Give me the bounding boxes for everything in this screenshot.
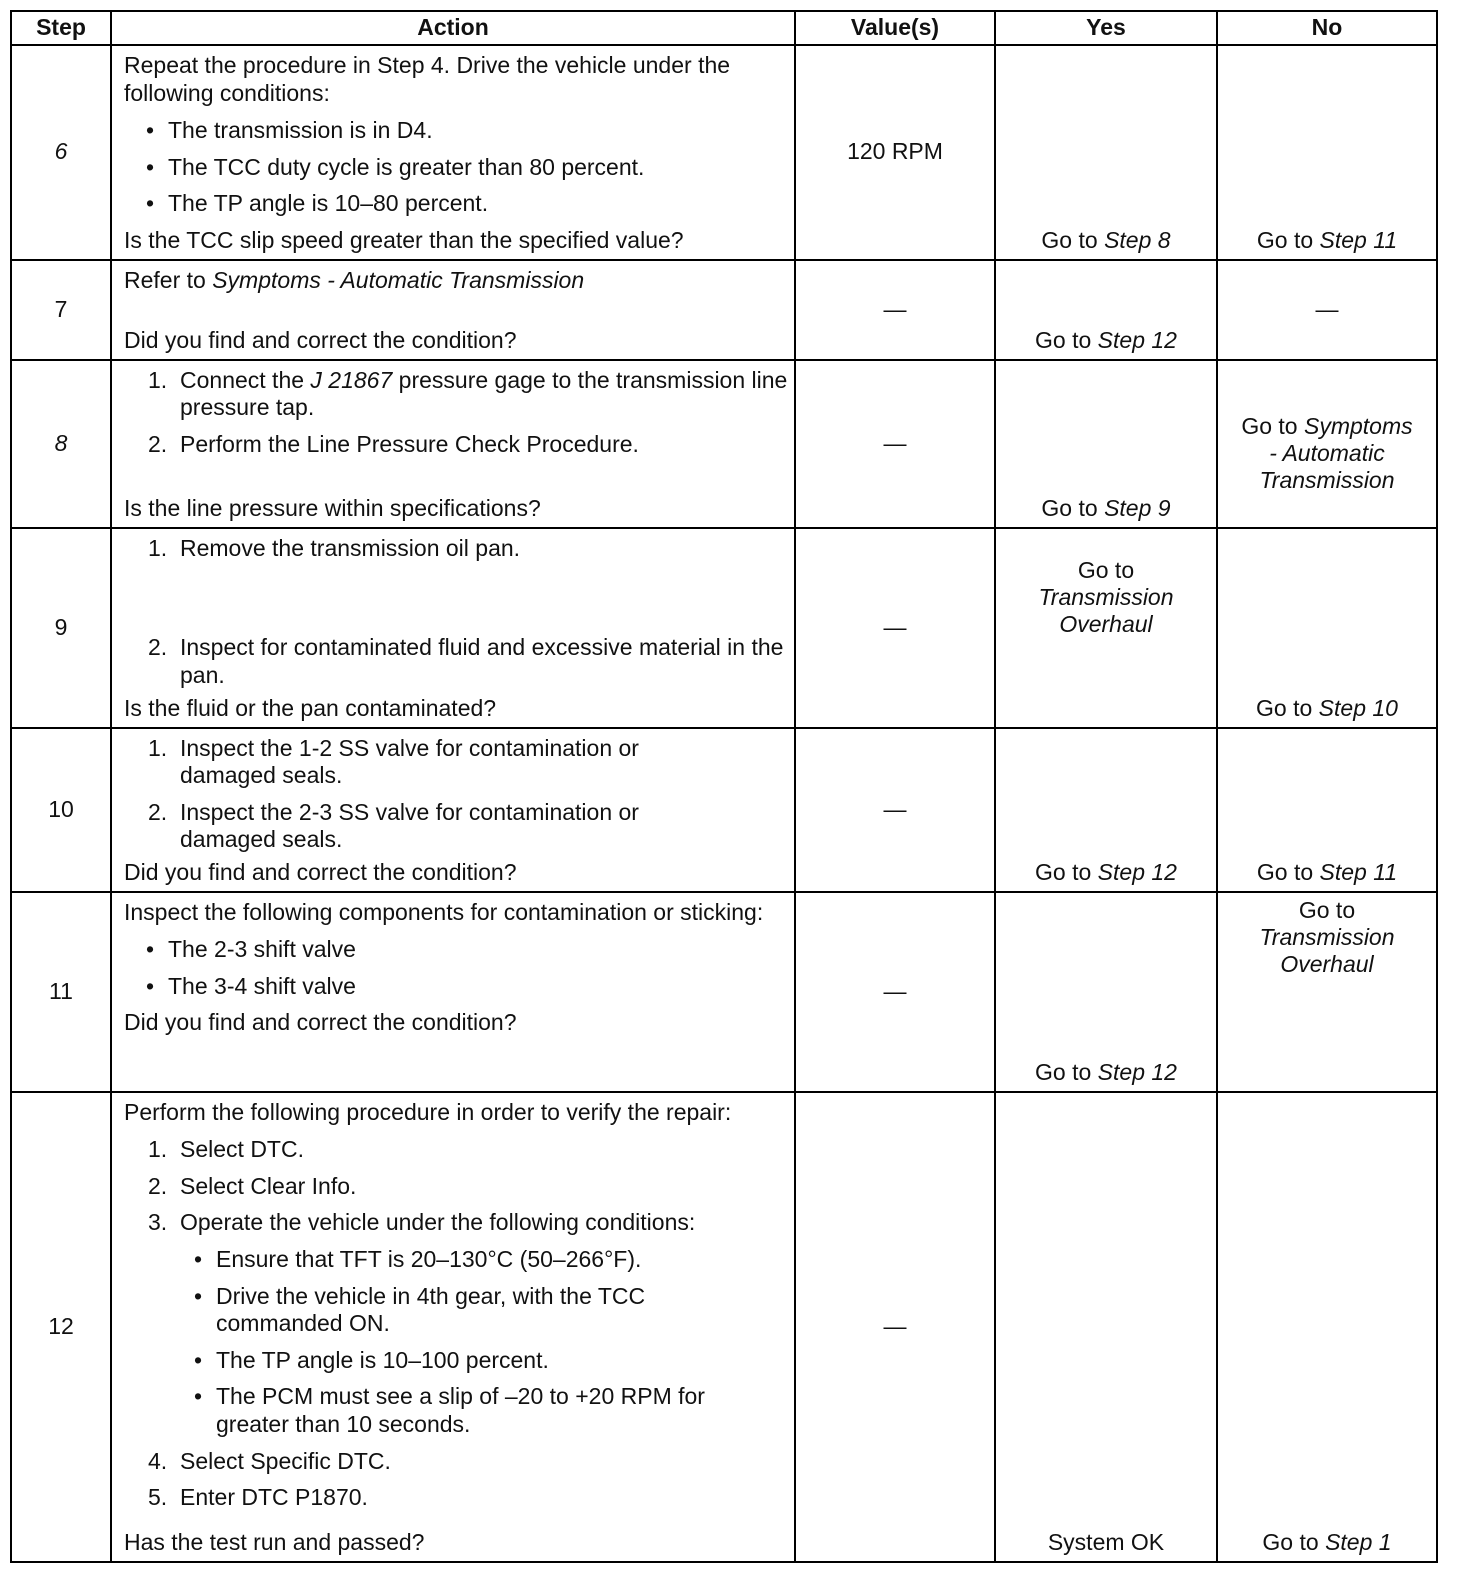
table-row [11, 1092, 1437, 1562]
value-cell: — [795, 1092, 995, 1562]
sub-bullet-item: • Ensure that TFT is 20–130°C (50–266°F). [124, 1246, 788, 1274]
action-question: Has the test run and passed? [124, 1528, 425, 1555]
step-number: 6 [11, 45, 111, 260]
step-number: 12 [11, 1092, 111, 1562]
bullet-item: • The 3-4 shift valve [124, 973, 788, 1001]
tool-link[interactable]: J 21867 [310, 366, 393, 393]
no-cell: — [1217, 260, 1437, 360]
no-link[interactable]: Go to Step 11 [1256, 226, 1398, 253]
numbered-item: 3. Operate the vehicle under the following conditions: [148, 1209, 696, 1236]
no-cell [1217, 1092, 1437, 1562]
numbered-item: 1. Connect the J 21867 pressure gage to the transmission line pressure tap. [148, 366, 788, 421]
value-cell: — [795, 360, 995, 528]
action-question: Is the TCC slip speed greater than the specified value? [124, 226, 684, 253]
yes-link[interactable]: Go to Step 12 [1035, 326, 1177, 353]
step-number: 7 [11, 260, 111, 360]
action-question: Is the line pressure within specifications? [124, 494, 541, 521]
numbered-item: 2. Inspect for contaminated fluid and excessive material in the pan. [148, 634, 784, 688]
sub-bullet-item: • The TP angle is 10–100 percent. [124, 1347, 788, 1375]
bullet-item: • The TP angle is 10–80 percent. [124, 190, 788, 218]
header-no: No [1217, 11, 1437, 45]
action-question: Did you find and correct the condition? [124, 326, 517, 353]
action-intro: Repeat the procedure in Step 4. Drive the vehicle under the following conditions: [124, 52, 731, 106]
no-cell [1217, 528, 1437, 728]
table-row [11, 45, 1437, 260]
yes-cell [995, 528, 1217, 728]
numbered-item: 1. Inspect the 1-2 SS valve for contamination or damaged seals. [148, 734, 639, 789]
no-cell [1217, 45, 1437, 260]
yes-cell [995, 892, 1217, 1092]
numbered-item: 4. Select Specific DTC. [148, 1447, 391, 1474]
bullet-item: • The transmission is in D4. [124, 117, 788, 145]
yes-link[interactable]: Go to Step 8 [1041, 226, 1171, 253]
step-number: 11 [11, 892, 111, 1092]
action-question: Is the fluid or the pan contaminated? [124, 694, 497, 721]
numbered-item: 1. Remove the transmission oil pan. [148, 534, 521, 561]
header-yes: Yes [995, 11, 1217, 45]
table-row [11, 260, 1437, 360]
no-link[interactable]: Go to Transmission Overhaul [1259, 896, 1395, 977]
yes-link[interactable]: Go to Step 9 [1041, 494, 1171, 521]
action-cell [111, 528, 795, 728]
bullet-item: • The TCC duty cycle is greater than 80 percent. [124, 154, 788, 182]
header-row [11, 11, 1437, 45]
yes-link[interactable]: Go to Transmission Overhaul [1038, 556, 1174, 637]
header-step: Step [11, 11, 111, 45]
action-intro: Inspect the following components for contamination or sticking: [124, 898, 764, 925]
action-intro: Perform the following procedure in order to verify the repair: [124, 1098, 732, 1125]
numbered-item: 2. Inspect the 2-3 SS valve for contamination or damaged seals. [148, 798, 639, 853]
table-row [11, 728, 1437, 892]
yes-cell [995, 728, 1217, 892]
value-cell: — [795, 528, 995, 728]
numbered-item: 1. Select DTC. [148, 1136, 304, 1163]
no-link[interactable]: Go to Step 11 [1256, 858, 1398, 885]
action-cell [111, 260, 795, 360]
table-row [11, 892, 1437, 1092]
no-link[interactable]: Go to Symptoms - Automatic Transmission [1241, 412, 1413, 493]
sub-bullet-item: • Drive the vehicle in 4th gear, with the TCC commanded ON. [124, 1283, 788, 1338]
action-question: Did you find and correct the condition? [124, 1009, 517, 1036]
action-intro: Refer to Symptoms - Automatic Transmission [124, 266, 585, 293]
step-number: 8 [11, 360, 111, 528]
no-cell [1217, 360, 1437, 528]
step-number: 9 [11, 528, 111, 728]
header-action: Action [111, 11, 795, 45]
action-cell [111, 1092, 795, 1562]
diagnostic-table [10, 10, 1438, 1563]
action-cell [111, 45, 795, 260]
table-row [11, 360, 1437, 528]
value-cell: — [795, 892, 995, 1092]
action-question: Did you find and correct the condition? [124, 858, 517, 885]
sub-bullet-item: • The PCM must see a slip of –20 to +20 RPM for greater than 10 seconds. [124, 1383, 788, 1438]
yes-link[interactable]: Go to Step 12 [1035, 858, 1177, 885]
numbered-item: 2. Select Clear Info. [148, 1172, 357, 1199]
no-link[interactable]: Go to Step 1 [1262, 1528, 1392, 1555]
step-number: 10 [11, 728, 111, 892]
action-cell [111, 360, 795, 528]
bullet-item: • The 2-3 shift valve [124, 936, 788, 964]
numbered-item: 2. Perform the Line Pressure Check Procedure. [148, 430, 639, 457]
yes-cell [995, 360, 1217, 528]
value-cell: — [795, 260, 995, 360]
yes-link[interactable]: Go to Step 12 [1035, 1058, 1177, 1085]
table-row [11, 528, 1437, 728]
numbered-item: 5. Enter DTC P1870. [148, 1484, 368, 1511]
system-ok-text: System OK [1047, 1528, 1165, 1555]
no-link[interactable]: Go to Step 10 [1256, 694, 1398, 721]
action-cell [111, 728, 795, 892]
header-values: Value(s) [795, 11, 995, 45]
value-cell: 120 RPM [795, 45, 995, 260]
no-cell [1217, 728, 1437, 892]
value-cell: — [795, 728, 995, 892]
yes-cell [995, 45, 1217, 260]
yes-cell [995, 1092, 1217, 1562]
yes-cell [995, 260, 1217, 360]
no-cell [1217, 892, 1437, 1092]
symptoms-link[interactable]: Symptoms - Automatic Transmission [212, 266, 585, 293]
action-cell [111, 892, 795, 1092]
